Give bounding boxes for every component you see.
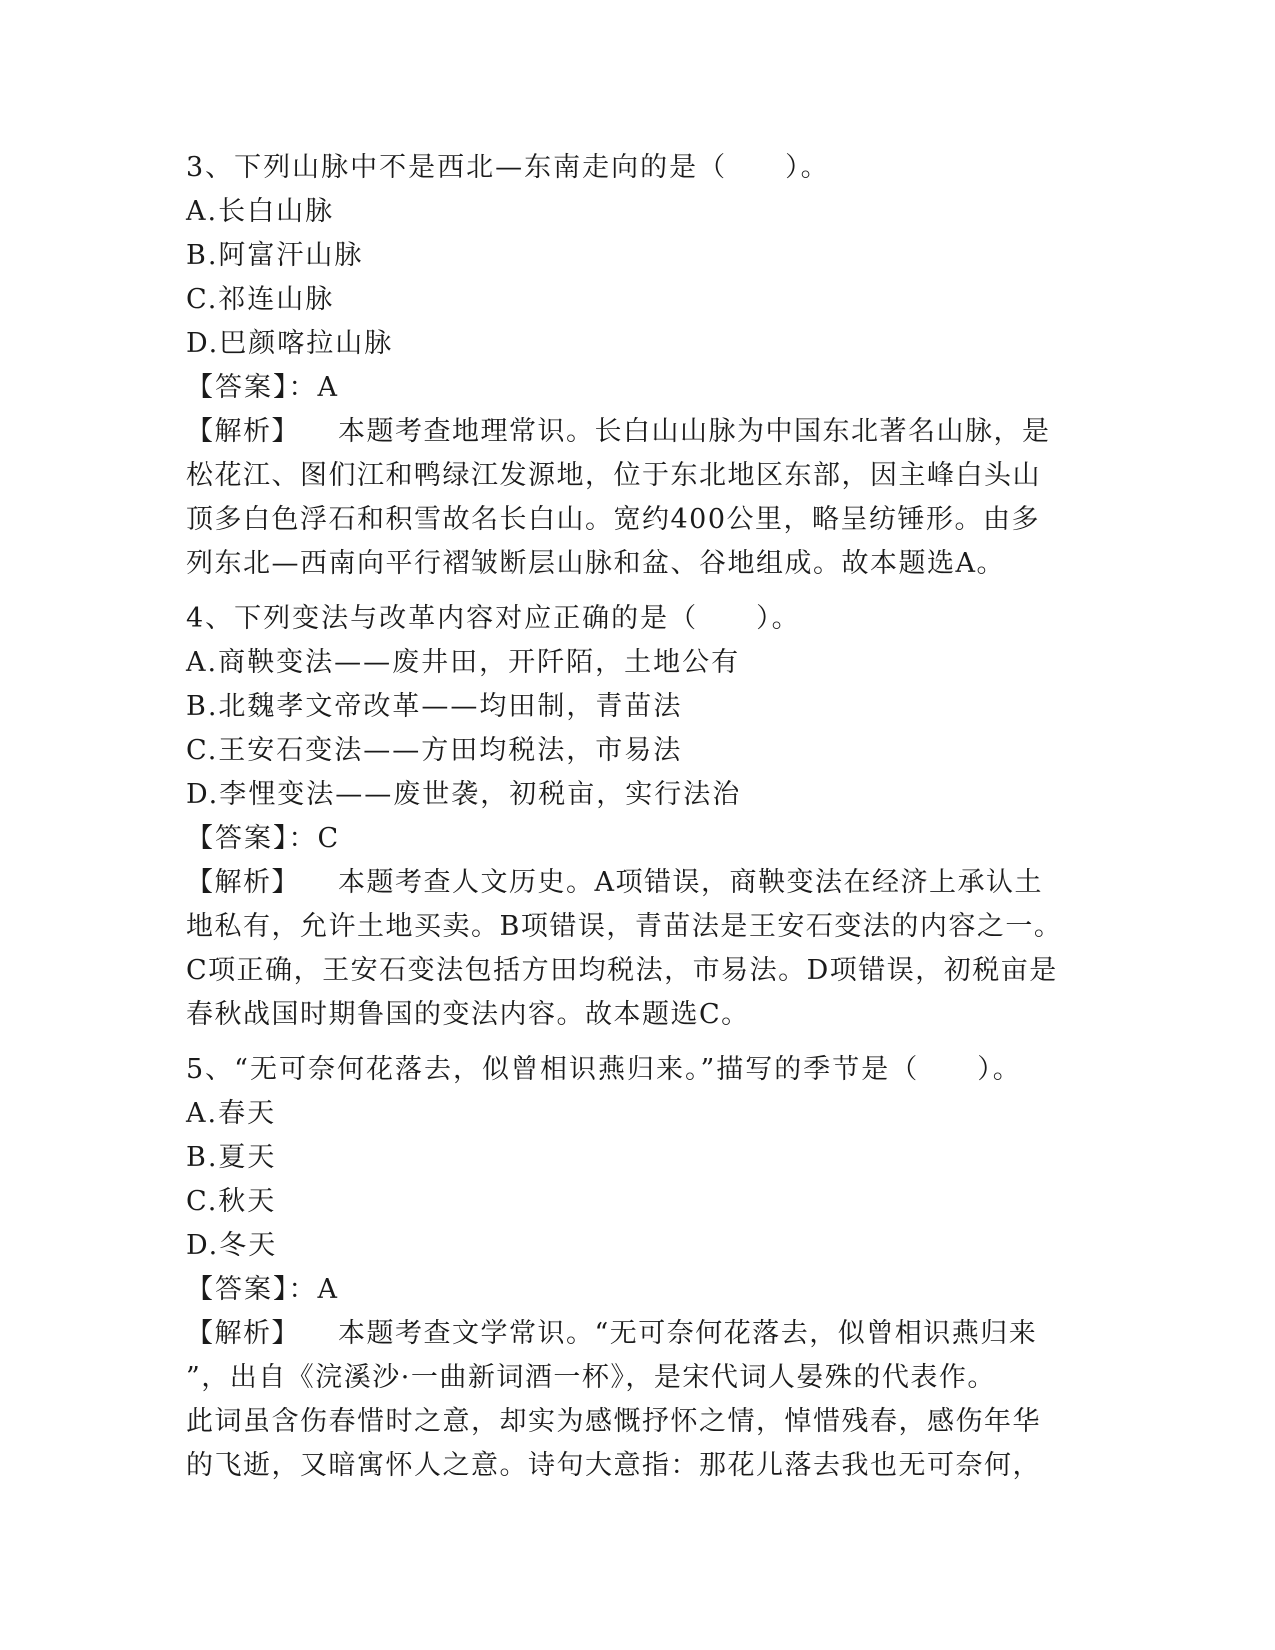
question-stem: 4、下列变法与改革内容对应正确的是（ ）。 [186,603,801,634]
analysis-line: 的飞逝，又暗寓怀人之意。诗句大意指：那花儿落去我也无可奈何， [186,1450,1041,1481]
answer: 【答案】：C [186,823,341,854]
analysis [186,861,1086,1037]
option-c: C.祁连山脉 [186,284,335,315]
analysis-line: 地私有，允许土地买卖。B项错误，青苗法是王安石变法的内容之一。 [186,911,1063,942]
analysis-line: 本题考查人文历史。A项错误，商鞅变法在经济上承认土 [338,867,1043,898]
option-b: B.北魏孝文帝改革——均田制，青苗法 [186,691,683,722]
analysis-tag: 【解析】 [186,416,300,447]
analysis [186,410,1086,586]
option-c: C.秋天 [186,1186,277,1217]
option-b: B.阿富汗山脉 [186,240,364,271]
question-block [186,146,1086,586]
question-stem: 5、“无可奈何花落去，似曾相识燕归来。”描写的季节是（ ）。 [186,1054,1022,1085]
analysis-line: 春秋战国时期鲁国的变法内容。故本题选C。 [186,999,750,1030]
analysis-line: 松花江、图们江和鸭绿江发源地，位于东北地区东部，因主峰白头山 [186,460,1041,491]
answer: 【答案】：A [186,1274,339,1305]
analysis-line: 此词虽含伤春惜时之意，却实为感慨抒怀之情，悼惜残春，感伤年华 [186,1406,1041,1437]
analysis-line: 顶多白色浮石和积雪故名长白山。宽约400公里，略呈纺锤形。由多 [186,504,1041,535]
analysis-line: 本题考查地理常识。长白山山脉为中国东北著名山脉，是 [338,416,1051,447]
analysis-line: 本题考查文学常识。“无可奈何花落去，似曾相识燕归来 [338,1318,1038,1349]
option-d: D.李悝变法——废世袭，初税亩，实行法治 [186,779,742,810]
option-a: A.长白山脉 [186,196,335,227]
option-d: D.巴颜喀拉山脉 [186,328,394,359]
answer: 【答案】：A [186,372,339,403]
analysis-line: ”，出自《浣溪沙·一曲新词酒一杯》，是宋代词人晏殊的代表作。 [186,1362,996,1393]
question-block [186,597,1086,1037]
analysis-line: C项正确，王安石变法包括方田均税法，市易法。D项错误，初税亩是 [186,955,1058,986]
option-d: D.冬天 [186,1230,278,1261]
analysis-tag: 【解析】 [186,867,300,898]
analysis [186,1312,1086,1488]
analysis-line: 列东北—西南向平行褶皱断层山脉和盆、谷地组成。故本题选A。 [186,548,1005,579]
option-b: B.夏天 [186,1142,277,1173]
option-a: A.商鞅变法——废井田，开阡陌，土地公有 [186,647,741,678]
document-page [186,146,1086,1488]
option-c: C.王安石变法——方田均税法，市易法 [186,735,683,766]
option-a: A.春天 [186,1098,277,1129]
question-block [186,1048,1086,1488]
question-stem: 3、下列山脉中不是西北—东南走向的是（ ）。 [186,152,830,183]
analysis-tag: 【解析】 [186,1318,300,1349]
